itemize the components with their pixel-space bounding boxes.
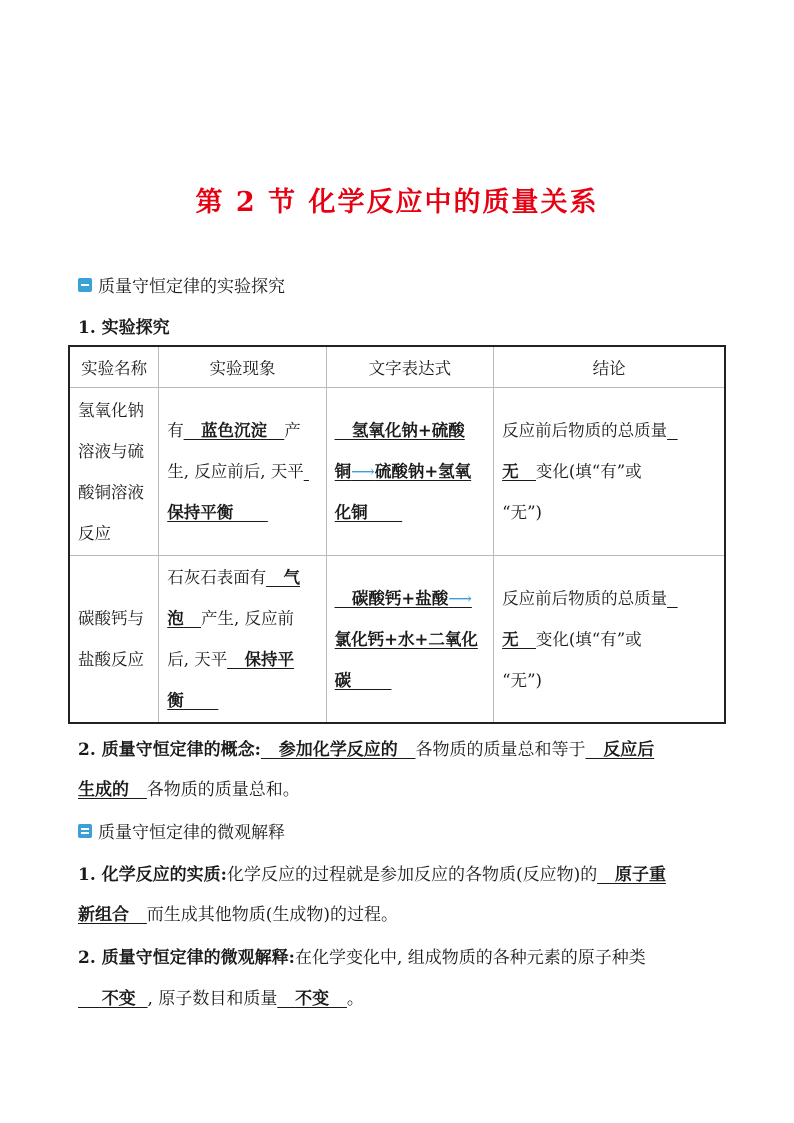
text: 变化(填“有”或 bbox=[535, 629, 642, 649]
micro-label: 2. 质量守恒定律的微观解释: bbox=[78, 948, 295, 968]
text: 生, 反应前后, 天平 bbox=[167, 462, 304, 481]
text: 在化学变化中, 组成物质的各种元素的原子种类 bbox=[294, 948, 646, 968]
essence-label: 1. 化学反应的实质: bbox=[78, 865, 227, 885]
answer: 不变 bbox=[295, 989, 330, 1009]
text: 产生, 反应前 bbox=[200, 609, 294, 628]
answer: 氯化钙+水+二氧化 bbox=[334, 629, 478, 649]
arrow-icon: ⟶ bbox=[448, 588, 472, 608]
text: 变化(填“有”或 bbox=[535, 462, 642, 481]
page-title: 第 2 节 化学反应中的质量关系 bbox=[195, 187, 599, 218]
answer: 无 bbox=[502, 462, 519, 481]
section-heading-2 bbox=[78, 818, 285, 843]
text: 石灰石表面有 bbox=[167, 568, 267, 587]
text: “无”) bbox=[502, 503, 542, 522]
table-row bbox=[69, 556, 725, 724]
table-header-row bbox=[69, 346, 725, 388]
text: 反应前后物质的总质量 bbox=[502, 588, 668, 608]
equation-cell bbox=[326, 556, 493, 724]
name-line: 溶液与硫 bbox=[78, 441, 144, 461]
section-heading-2-text: 质量守恒定律的微观解释 bbox=[98, 823, 285, 843]
section-one-icon bbox=[78, 278, 92, 292]
answer: 碳酸钙+盐酸⟶ bbox=[351, 588, 472, 608]
name-line: 氢氧化钠 bbox=[78, 400, 144, 420]
concept-label: 2. 质量守恒定律的概念: bbox=[78, 740, 261, 760]
concept-line-2 bbox=[78, 775, 300, 800]
text: “无”) bbox=[502, 670, 542, 690]
experiment-name-cell bbox=[69, 556, 159, 724]
name-line: 碳酸钙与 bbox=[78, 609, 144, 628]
experiment-name-cell bbox=[69, 388, 159, 556]
answer: 生成的 bbox=[78, 780, 129, 800]
answer: 新组合 bbox=[78, 905, 129, 925]
phenomenon-cell bbox=[159, 388, 326, 556]
answer: 无 bbox=[502, 629, 519, 649]
answer: 铜⟶硫酸钠+氢氧 bbox=[334, 462, 472, 481]
text: 反应前后物质的总质量 bbox=[502, 421, 668, 440]
section-two-icon bbox=[78, 824, 92, 838]
experiment-table bbox=[68, 345, 726, 724]
text: 化学反应的过程就是参加反应的各物质(反应物)的 bbox=[226, 865, 598, 885]
answer: 泡 bbox=[167, 609, 184, 628]
concept-line-1 bbox=[78, 735, 654, 760]
answer: 氢氧化钠+硫酸 bbox=[351, 421, 465, 440]
text: 后, 天平 bbox=[167, 650, 228, 669]
section-heading-1-text: 质量守恒定律的实验探究 bbox=[98, 277, 285, 297]
name-line: 盐酸反应 bbox=[78, 650, 144, 669]
equation-cell bbox=[326, 388, 493, 556]
text: 而生成其他物质(生成物)的过程。 bbox=[146, 905, 399, 925]
answer: 保持平 bbox=[244, 650, 294, 669]
answer: 不变 bbox=[101, 989, 136, 1009]
answer: 原子重 bbox=[614, 865, 666, 885]
essence-line-2 bbox=[78, 900, 398, 925]
answer: 参加化学反应的 bbox=[278, 740, 398, 760]
conclusion-cell bbox=[494, 388, 725, 556]
header-cell: 实验名称 bbox=[69, 346, 159, 388]
answer: 碳 bbox=[334, 670, 352, 690]
text: 各物质的质量总和。 bbox=[146, 780, 300, 800]
item-experiment-label: 1. 实验探究 bbox=[78, 318, 170, 338]
text: 有 bbox=[167, 421, 184, 440]
name-line: 酸铜溶液 bbox=[78, 482, 144, 502]
section-heading-1 bbox=[78, 272, 285, 297]
arrow-icon: ⟶ bbox=[351, 462, 375, 481]
text: , 原子数目和质量 bbox=[147, 989, 278, 1009]
micro-line-2 bbox=[78, 984, 364, 1009]
name-line: 反应 bbox=[78, 523, 111, 543]
text: 各物质的质量总和等于 bbox=[415, 740, 586, 760]
header-cell: 结论 bbox=[494, 346, 725, 388]
header-cell: 文字表达式 bbox=[326, 346, 493, 388]
answer: 反应后 bbox=[603, 740, 655, 760]
answer: 衡 bbox=[167, 691, 184, 710]
answer: 化铜 bbox=[334, 503, 368, 522]
conclusion-cell bbox=[494, 556, 725, 724]
answer: 保持平衡 bbox=[167, 503, 234, 522]
answer: 蓝色沉淀 bbox=[200, 421, 267, 440]
header-cell: 实验现象 bbox=[159, 346, 326, 388]
essence-line-1 bbox=[78, 860, 666, 885]
micro-line-1 bbox=[78, 943, 646, 968]
table-row bbox=[69, 388, 725, 556]
answer: 气 bbox=[283, 568, 300, 587]
phenomenon-cell bbox=[159, 556, 326, 724]
text: 。 bbox=[346, 989, 364, 1009]
text: 产 bbox=[284, 421, 301, 440]
